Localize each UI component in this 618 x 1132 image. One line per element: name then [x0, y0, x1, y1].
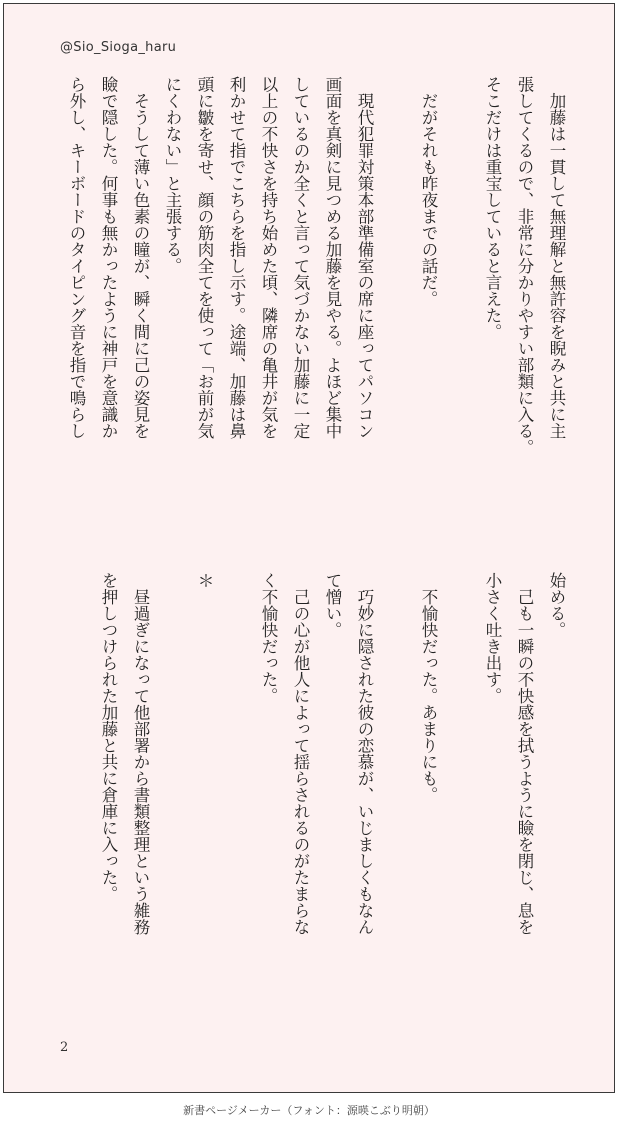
text-column: を押しつけられた加藤と共に倉庫に入った。 — [99, 572, 118, 902]
text-column: 頭に皺を寄せ、顔の筋肉全てを使って「お前が気 — [195, 76, 214, 439]
text-column: 己も一瞬の不快感を拭うように瞼を閉じ、息を — [515, 572, 534, 935]
text-column: 張してくるので、非常に分かりやすい部類に入る。 — [515, 76, 534, 456]
text-column: 画面を真剣に見つめる加藤を見やる。よほど集中 — [323, 76, 342, 439]
author-handle: @Sio_Sioga_haru — [60, 40, 177, 55]
text-column: 不愉快だった。あまりにも。 — [419, 572, 438, 803]
footer-credit: 新書ページメーカー（フォント：源暎こぶり明朝） — [183, 1104, 435, 1117]
text-column: そこだけは重宝していると言えた。 — [483, 76, 502, 340]
text-column: 巧妙に隠された彼の恋慕が、いじましくもなん — [355, 572, 374, 935]
text-column — [380, 76, 412, 536]
text-column: 己の心が他人によって揺らされるのがたまらな — [291, 572, 310, 935]
text-column: にくわない」と主張する。 — [163, 76, 182, 274]
text-column: 始める。 — [547, 572, 566, 638]
text-column: そうして薄い色素の瞳が、瞬く間に己の姿見を — [131, 76, 150, 439]
text-column: 以上の不快さを持ち始めた頃、隣席の亀井が気を — [259, 76, 278, 439]
book-page — [3, 3, 615, 1093]
text-column: て憎い。 — [323, 572, 342, 638]
text-column: ＊ — [195, 572, 214, 589]
upper-text-block — [52, 76, 572, 536]
lower-text-block — [52, 572, 572, 1012]
text-column — [380, 572, 412, 1012]
text-column: だがそれも昨夜までの話だ。 — [419, 76, 438, 307]
page-number: 2 — [60, 1040, 69, 1055]
text-column: 瞼で隠した。何事も無かったように神戸を意識か — [99, 76, 118, 439]
text-column: 現代犯罪対策本部準備室の席に座ってパソコン — [355, 76, 374, 439]
text-column — [156, 572, 188, 1012]
text-column: 小さく吐き出す。 — [483, 572, 502, 704]
text-column: しているのか全くと言って気づかない加藤に一定 — [291, 76, 310, 439]
text-column: 昼過ぎになって他部署から書類整理という雑務 — [131, 572, 150, 935]
text-column: 利かせて指でこちらを指し示す。途端、加藤は鼻 — [227, 76, 246, 439]
text-column: ら外し、キーボードのタイピング音を指で鳴らし — [67, 76, 86, 439]
text-column: く不愉快だった。 — [259, 572, 278, 704]
text-column — [220, 572, 252, 1012]
text-column: 加藤は一貫して無理解と無許容を睨みと共に主 — [547, 76, 566, 439]
text-column — [444, 572, 476, 1012]
text-column — [444, 76, 476, 536]
